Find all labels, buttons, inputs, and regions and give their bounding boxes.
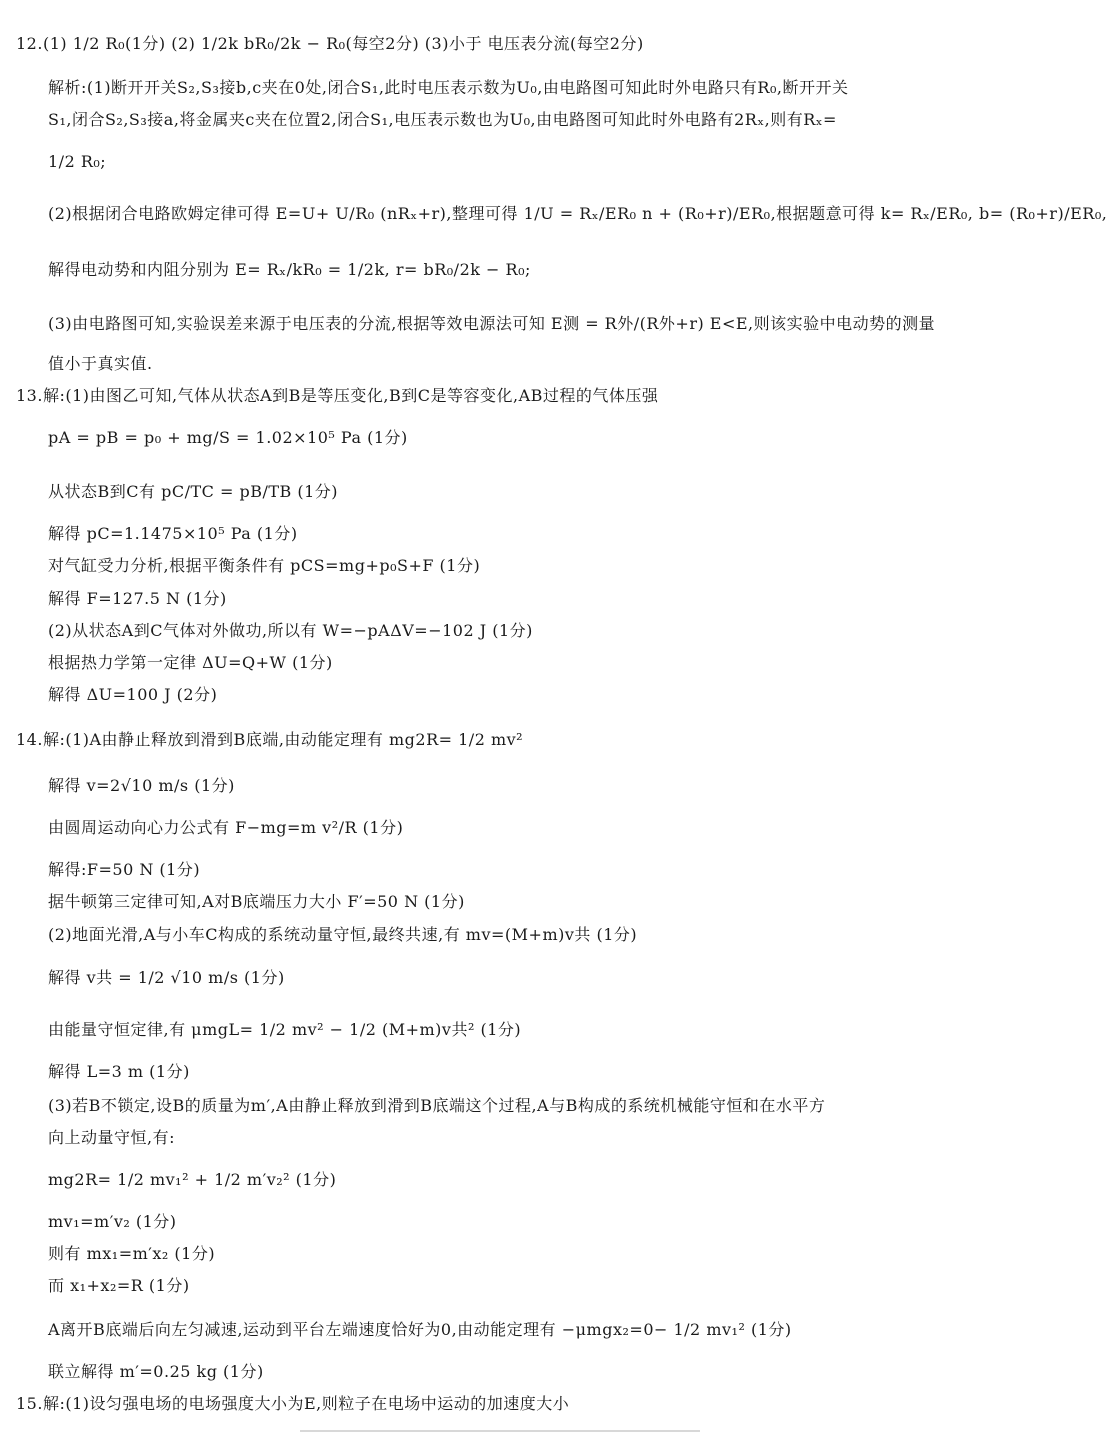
answer-15-heading: 15.解:(1)设匀强电场的电场强度大小为E,则粒子在电场中运动的加速度大小 [16, 1394, 570, 1413]
explanation-line: 值小于真实值. [48, 354, 153, 373]
explanation-line: 1/2 R₀; [48, 152, 107, 171]
solution-line: (2)地面光滑,A与小车C构成的系统动量守恒,最终共速,有 mv=(M+m)v共 (1分) [48, 925, 638, 944]
solution-line: 解得 pC=1.1475×10⁵ Pa (1分) [48, 524, 298, 543]
solution-line: 联立解得 m′=0.25 kg (1分) [48, 1362, 264, 1381]
solution-line: (3)若B不锁定,设B的质量为m′,A由静止释放到滑到B底端这个过程,A与B构成的系统机械能守恒和在水平方 [48, 1096, 826, 1115]
solution-line: mg2R= 1/2 mv₁² + 1/2 m′v₂² (1分) [48, 1170, 337, 1189]
explanation-line: S₁,闭合S₂,S₃接a,将金属夹c夹在位置2,闭合S₁,电压表示数也为U₀,由电路图可知此时外电路有2Rₓ,则有Rₓ= [48, 110, 837, 129]
solution-line: 解得 v=2√10 m/s (1分) [48, 776, 235, 795]
answer-12-summary: 12.(1) 1/2 R₀(1分) (2) 1/2k bR₀/2k − R₀(每空2分) (3)小于 电压表分流(每空2分) [16, 34, 644, 53]
solution-line: 据牛顿第三定律可知,A对B底端压力大小 F′=50 N (1分) [48, 892, 465, 911]
explanation-line: 解析:(1)断开开关S₂,S₃接b,c夹在0处,闭合S₁,此时电压表示数为U₀,由电路图可知此时外电路只有R₀,断开开关 [48, 78, 849, 97]
solution-line: 则有 mx₁=m′x₂ (1分) [48, 1244, 216, 1263]
explanation-line: (3)由电路图可知,实验误差来源于电压表的分流,根据等效电源法可知 E测 = R外/(R外+r) E<E,则该实验中电动势的测量 [48, 314, 936, 333]
solution-line: pA = pB = p₀ + mg/S = 1.02×10⁵ Pa (1分) [48, 428, 408, 447]
solution-line: 解得 F=127.5 N (1分) [48, 589, 227, 608]
solution-line: 而 x₁+x₂=R (1分) [48, 1276, 190, 1295]
answer-14-heading: 14.解:(1)A由静止释放到滑到B底端,由动能定理有 mg2R= 1/2 mv² [16, 730, 524, 749]
solution-line: A离开B底端后向左匀减速,运动到平台左端速度恰好为0,由动能定理有 −μmgx₂=0− 1/2 mv₁² (1分) [48, 1320, 792, 1339]
solution-line: (2)从状态A到C气体对外做功,所以有 W=−pAΔV=−102 J (1分) [48, 621, 533, 640]
solution-line: 解得:F=50 N (1分) [48, 860, 201, 879]
solution-line: 解得 v共 = 1/2 √10 m/s (1分) [48, 968, 285, 987]
answer-13-heading: 13.解:(1)由图乙可知,气体从状态A到B是等压变化,B到C是等容变化,AB过程的气体压强 [16, 386, 659, 405]
solution-line: 向上动量守恒,有: [48, 1128, 175, 1147]
explanation-line: (2)根据闭合电路欧姆定律可得 E=U+ U/R₀ (nRₓ+r),整理可得 1/U = Rₓ/ER₀ n + (R₀+r)/ER₀,根据题意可得 k= Rₓ/ER₀, b= (R₀+r)/ER₀, [48, 204, 1107, 223]
solution-line: 解得 L=3 m (1分) [48, 1062, 190, 1081]
solution-line: 解得 ΔU=100 J (2分) [48, 685, 218, 704]
page-footer-rule [300, 1430, 700, 1432]
solution-line: 对气缸受力分析,根据平衡条件有 pCS=mg+p₀S+F (1分) [48, 556, 481, 575]
explanation-line: 解得电动势和内阻分别为 E= Rₓ/kR₀ = 1/2k, r= bR₀/2k − R₀; [48, 260, 531, 279]
solution-line: 从状态B到C有 pC/TC = pB/TB (1分) [48, 482, 339, 501]
solution-line: 由圆周运动向心力公式有 F−mg=m v²/R (1分) [48, 818, 404, 837]
solution-line: 由能量守恒定律,有 μmgL= 1/2 mv² − 1/2 (M+m)v共² (1分) [48, 1020, 522, 1039]
solution-line: mv₁=m′v₂ (1分) [48, 1212, 177, 1231]
solution-line: 根据热力学第一定律 ΔU=Q+W (1分) [48, 653, 333, 672]
